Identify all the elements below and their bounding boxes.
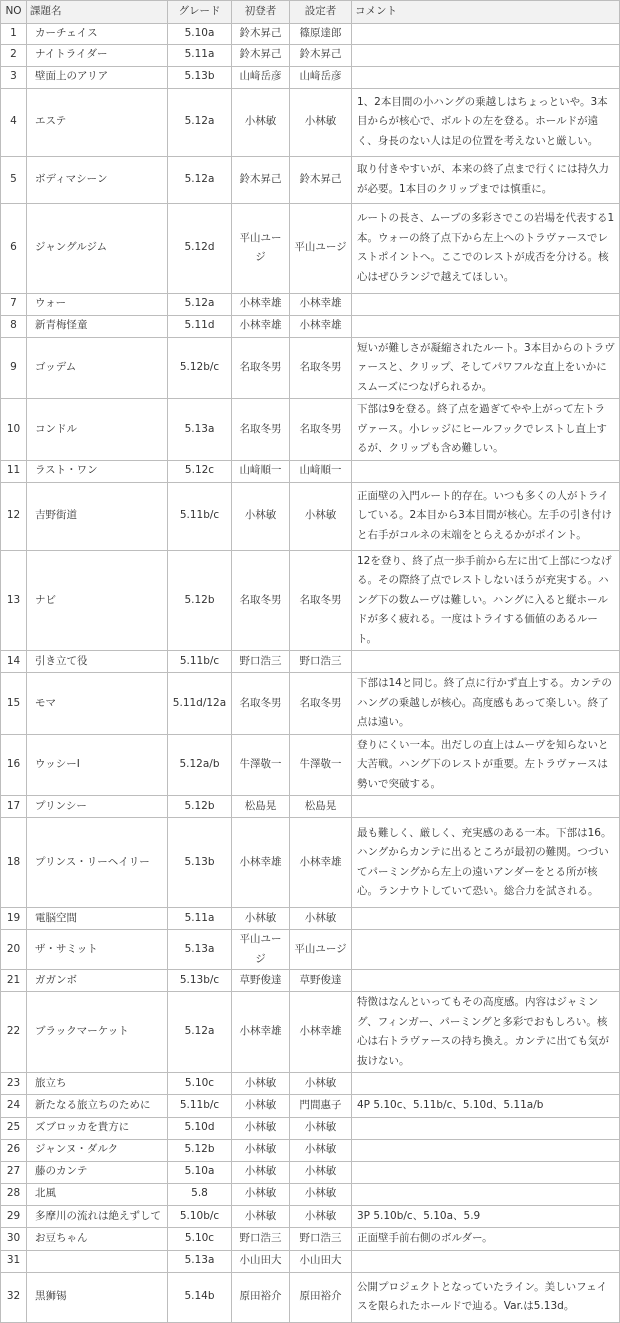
route-grade: 5.11d — [168, 315, 232, 337]
route-first-ascent: 小林敏 — [232, 908, 290, 930]
route-name: 吉野街道 — [27, 482, 168, 550]
route-no: 7 — [1, 293, 27, 315]
route-first-ascent: 小林敏 — [232, 88, 290, 156]
route-grade: 5.12b — [168, 1139, 232, 1161]
route-no: 2 — [1, 44, 27, 66]
header-no: NO — [1, 1, 27, 24]
table-row — [1, 24, 620, 45]
route-comment: 下部は9を登る。終了点を過ぎてやや上がって左トラヴァース。小レッジにヒールフックでレストし直上するが、クリップも含め難しい。 — [352, 399, 620, 461]
route-no: 27 — [1, 1161, 27, 1183]
route-setter: 平山ユージ — [290, 203, 352, 293]
table-row — [1, 156, 620, 203]
route-first-ascent: 牛澤敬一 — [232, 734, 290, 796]
route-comment: 3P 5.10b/c、5.10a、5.9 — [352, 1205, 620, 1228]
route-first-ascent: 野口浩三 — [232, 651, 290, 673]
route-setter: 牛澤敬一 — [290, 734, 352, 796]
route-comment: 下部は14と同じ。終了点に行かず直上する。カンテのハングの乗越しが核心。高度感もあって楽しい。終了点は遠い。 — [352, 673, 620, 735]
route-first-ascent: 山﨑岳彦 — [232, 66, 290, 88]
route-no: 21 — [1, 970, 27, 992]
route-comment: 4P 5.10c、5.11b/c、5.10d、5.11a/b — [352, 1095, 620, 1118]
route-name: 壁面上のアリア — [27, 66, 168, 88]
route-name: ラスト・ワン — [27, 460, 168, 482]
route-setter: 小林敏 — [290, 1161, 352, 1183]
route-first-ascent: 小林敏 — [232, 482, 290, 550]
table-row — [1, 315, 620, 337]
table-row — [1, 1161, 620, 1183]
route-setter: 名取冬男 — [290, 550, 352, 651]
route-grade: 5.11d/12a — [168, 673, 232, 735]
route-comment — [352, 1073, 620, 1095]
route-first-ascent: 草野俊達 — [232, 970, 290, 992]
route-comment — [352, 1161, 620, 1183]
table-row — [1, 1139, 620, 1161]
route-first-ascent: 名取冬男 — [232, 673, 290, 735]
route-comment: ルートの長さ、ムーブの多彩さでこの岩場を代表する1本。ウォーの終了点下から左上へのトラヴァースでレストポイントへ。ここでのレストが成否を分ける。核心はぜひランジで越えてほしい。 — [352, 203, 620, 293]
table-row — [1, 88, 620, 156]
route-no: 12 — [1, 482, 27, 550]
route-comment — [352, 908, 620, 930]
table-row — [1, 550, 620, 651]
route-no: 16 — [1, 734, 27, 796]
route-no: 29 — [1, 1205, 27, 1228]
route-first-ascent: 小林幸雄 — [232, 293, 290, 315]
route-setter: 野口浩三 — [290, 1228, 352, 1251]
table-row — [1, 673, 620, 735]
route-name — [27, 1250, 168, 1272]
route-grade: 5.10c — [168, 1228, 232, 1251]
route-name: 引き立て役 — [27, 651, 168, 673]
route-setter: 小林幸雄 — [290, 315, 352, 337]
route-name: プリンス・リーヘイリー — [27, 818, 168, 908]
route-setter: 小林敏 — [290, 1205, 352, 1228]
route-name: ズブロッカを貴方に — [27, 1117, 168, 1139]
route-name: 旅立ち — [27, 1073, 168, 1095]
route-comment — [352, 1139, 620, 1161]
route-name: 藤のカンテ — [27, 1161, 168, 1183]
table-row — [1, 930, 620, 970]
route-first-ascent: 名取冬男 — [232, 337, 290, 399]
route-no: 19 — [1, 908, 27, 930]
route-first-ascent: 小林敏 — [232, 1117, 290, 1139]
route-grade: 5.11a — [168, 908, 232, 930]
route-setter: 小林敏 — [290, 1183, 352, 1205]
route-name: ウォー — [27, 293, 168, 315]
route-grade: 5.12b — [168, 550, 232, 651]
route-no: 13 — [1, 550, 27, 651]
table-row — [1, 796, 620, 818]
route-setter: 名取冬男 — [290, 399, 352, 461]
header-comment: コメント — [352, 1, 620, 24]
route-comment — [352, 930, 620, 970]
route-grade: 5.12a/b — [168, 734, 232, 796]
route-no: 1 — [1, 24, 27, 45]
route-first-ascent: 小林敏 — [232, 1095, 290, 1118]
route-grade: 5.12d — [168, 203, 232, 293]
route-name: 新青梅怪童 — [27, 315, 168, 337]
route-setter: 小林敏 — [290, 1117, 352, 1139]
route-no: 28 — [1, 1183, 27, 1205]
route-name: ジャンヌ・ダルク — [27, 1139, 168, 1161]
route-first-ascent: 小林幸雄 — [232, 818, 290, 908]
route-name: 新たなる旅立ちのために — [27, 1095, 168, 1118]
route-name: お豆ちゃん — [27, 1228, 168, 1251]
route-first-ascent: 平山ユージ — [232, 930, 290, 970]
route-first-ascent: 名取冬男 — [232, 550, 290, 651]
route-setter: 名取冬男 — [290, 673, 352, 735]
route-comment — [352, 1250, 620, 1272]
route-name: コンドル — [27, 399, 168, 461]
route-comment: 公開プロジェクトとなっていたライン。美しいフェイスを限られたホールドで辿る。Var.は5.13d。 — [352, 1272, 620, 1322]
route-grade: 5.12a — [168, 156, 232, 203]
route-comment: 1、2本目間の小ハングの乗越しはちょっといや。3本目からが核心で、ボルトの左を登る。ホールドが遠く、身長のない人は足の位置を考えないと厳しい。 — [352, 88, 620, 156]
table-row — [1, 293, 620, 315]
route-no: 14 — [1, 651, 27, 673]
route-grade: 5.13a — [168, 930, 232, 970]
route-grade: 5.10d — [168, 1117, 232, 1139]
route-first-ascent: 小林敏 — [232, 1205, 290, 1228]
route-name: ボディマシーン — [27, 156, 168, 203]
route-name: カーチェイス — [27, 24, 168, 45]
route-comment — [352, 460, 620, 482]
route-comment — [352, 1183, 620, 1205]
route-first-ascent: 小林敏 — [232, 1183, 290, 1205]
route-comment: 取り付きやすいが、本来の終了点まで行くには持久力が必要。1本目のクリップまでは慎重に。 — [352, 156, 620, 203]
route-comment — [352, 796, 620, 818]
route-grade: 5.13b/c — [168, 970, 232, 992]
route-comment — [352, 1117, 620, 1139]
route-no: 31 — [1, 1250, 27, 1272]
route-setter: 松島晃 — [290, 796, 352, 818]
route-grade: 5.10a — [168, 1161, 232, 1183]
route-name: ガガンボ — [27, 970, 168, 992]
route-name: モマ — [27, 673, 168, 735]
route-setter: 小林敏 — [290, 88, 352, 156]
table-row — [1, 818, 620, 908]
route-setter: 小山田大 — [290, 1250, 352, 1272]
route-grade: 5.13a — [168, 399, 232, 461]
table-row — [1, 1183, 620, 1205]
route-first-ascent: 平山ユージ — [232, 203, 290, 293]
route-grade: 5.13b — [168, 818, 232, 908]
route-first-ascent: 小林幸雄 — [232, 315, 290, 337]
route-grade: 5.14b — [168, 1272, 232, 1322]
route-name: 電脳空間 — [27, 908, 168, 930]
route-name: ナビ — [27, 550, 168, 651]
route-first-ascent: 原田裕介 — [232, 1272, 290, 1322]
route-first-ascent: 小林敏 — [232, 1073, 290, 1095]
route-no: 18 — [1, 818, 27, 908]
route-first-ascent: 松島晃 — [232, 796, 290, 818]
route-no: 11 — [1, 460, 27, 482]
route-grade: 5.12c — [168, 460, 232, 482]
route-setter: 山﨑順一 — [290, 460, 352, 482]
route-grade: 5.11b/c — [168, 482, 232, 550]
route-setter: 野口浩三 — [290, 651, 352, 673]
route-comment: 12を登り、終了点一歩手前から左に出て上部につなげる。その際終了点でレストしないほうが充実する。ハング下の数ムーヴは難しい。ハングに入ると縦ホールドが多く疲れる。一度はトライする価値のあるルート。 — [352, 550, 620, 651]
route-grade: 5.11b/c — [168, 651, 232, 673]
route-name: 黒狮锡 — [27, 1272, 168, 1322]
route-no: 10 — [1, 399, 27, 461]
table-row — [1, 1205, 620, 1228]
table-row — [1, 992, 620, 1073]
route-setter: 小林敏 — [290, 1139, 352, 1161]
route-no: 9 — [1, 337, 27, 399]
route-comment: 特徴はなんといってもその高度感。内容はジャミング、フィンガー、パーミングと多彩でおもしろい。核心は右トラヴァースの持ち換え。カンテに出ても気が抜けない。 — [352, 992, 620, 1073]
route-name: 北風 — [27, 1183, 168, 1205]
table-row — [1, 44, 620, 66]
route-no: 5 — [1, 156, 27, 203]
route-first-ascent: 小林敏 — [232, 1161, 290, 1183]
route-name: ブラックマーケット — [27, 992, 168, 1073]
route-setter: 平山ユージ — [290, 930, 352, 970]
table-row — [1, 970, 620, 992]
route-comment: 正面壁手前右側のボルダー。 — [352, 1228, 620, 1251]
table-row — [1, 460, 620, 482]
route-grade: 5.12a — [168, 293, 232, 315]
route-name: ナイトライダー — [27, 44, 168, 66]
route-comment: 短いが難しさが凝縮されたルート。3本目からのトラヴァースと、クリップ、そしてパワフルな直上をいかにスムーズにつなげられるか。 — [352, 337, 620, 399]
route-no: 32 — [1, 1272, 27, 1322]
route-first-ascent: 野口浩三 — [232, 1228, 290, 1251]
route-first-ascent: 鈴木昇己 — [232, 156, 290, 203]
route-setter: 小林敏 — [290, 1073, 352, 1095]
table-row — [1, 399, 620, 461]
route-no: 4 — [1, 88, 27, 156]
route-setter: 篠原達郎 — [290, 24, 352, 45]
table-row — [1, 734, 620, 796]
route-name: ジャングルジム — [27, 203, 168, 293]
route-grade: 5.11a — [168, 44, 232, 66]
route-setter: 小林幸雄 — [290, 293, 352, 315]
header-setter: 設定者 — [290, 1, 352, 24]
route-setter: 門間惠子 — [290, 1095, 352, 1118]
table-row — [1, 1073, 620, 1095]
route-first-ascent: 鈴木昇己 — [232, 44, 290, 66]
route-comment — [352, 651, 620, 673]
route-no: 6 — [1, 203, 27, 293]
route-grade: 5.12a — [168, 992, 232, 1073]
route-first-ascent: 小林幸雄 — [232, 992, 290, 1073]
header-first-ascent: 初登者 — [232, 1, 290, 24]
route-no: 8 — [1, 315, 27, 337]
route-first-ascent: 山﨑順一 — [232, 460, 290, 482]
route-comment: 正面壁の入門ルート的存在。いつも多くの人がトライしている。2本目から3本目間が核心。左手の引き付けと右手がコルネの末端をとらえるかがポイント。 — [352, 482, 620, 550]
route-no: 20 — [1, 930, 27, 970]
route-setter: 小林幸雄 — [290, 818, 352, 908]
route-comment: 登りにくい一本。出だしの直上はムーヴを知らないと大苦戦。ハング下のレストが重要。左トラヴァースは勢いで突破する。 — [352, 734, 620, 796]
route-grade: 5.12b/c — [168, 337, 232, 399]
table-row — [1, 1250, 620, 1272]
route-comment — [352, 970, 620, 992]
route-setter: 鈴木昇己 — [290, 44, 352, 66]
route-name: プリンシー — [27, 796, 168, 818]
route-comment — [352, 44, 620, 66]
route-no: 3 — [1, 66, 27, 88]
route-comment — [352, 315, 620, 337]
route-grade: 5.12b — [168, 796, 232, 818]
route-no: 24 — [1, 1095, 27, 1118]
route-setter: 小林幸雄 — [290, 992, 352, 1073]
table-row — [1, 66, 620, 88]
route-comment — [352, 293, 620, 315]
route-no: 22 — [1, 992, 27, 1073]
header-name: 課題名 — [27, 1, 168, 24]
route-setter: 草野俊達 — [290, 970, 352, 992]
route-grade: 5.10b/c — [168, 1205, 232, 1228]
table-row — [1, 1095, 620, 1118]
route-no: 26 — [1, 1139, 27, 1161]
route-first-ascent: 小林敏 — [232, 1139, 290, 1161]
table-row — [1, 203, 620, 293]
table-row — [1, 908, 620, 930]
route-grade: 5.8 — [168, 1183, 232, 1205]
route-grade: 5.10c — [168, 1073, 232, 1095]
table-row — [1, 651, 620, 673]
route-setter: 名取冬男 — [290, 337, 352, 399]
route-setter: 小林敏 — [290, 908, 352, 930]
route-setter: 鈴木昇己 — [290, 156, 352, 203]
route-setter: 山﨑岳彦 — [290, 66, 352, 88]
header-grade: グレード — [168, 1, 232, 24]
route-setter: 原田裕介 — [290, 1272, 352, 1322]
header-row — [1, 1, 620, 24]
route-first-ascent: 小山田大 — [232, 1250, 290, 1272]
route-first-ascent: 名取冬男 — [232, 399, 290, 461]
route-grade: 5.10a — [168, 24, 232, 45]
route-grade: 5.13a — [168, 1250, 232, 1272]
route-comment: 最も難しく、厳しく、充実感のある一本。下部は16。ハングからカンテに出るところが最初の難関。つづいてパーミングから左上の遠いアンダーをとる所が核心。ランナウトしていて恐い。総合力を試される。 — [352, 818, 620, 908]
route-no: 25 — [1, 1117, 27, 1139]
route-name: ウッシーI — [27, 734, 168, 796]
route-name: エステ — [27, 88, 168, 156]
route-name: 多摩川の流れは絶えずして — [27, 1205, 168, 1228]
route-comment — [352, 24, 620, 45]
table-row — [1, 482, 620, 550]
route-no: 17 — [1, 796, 27, 818]
route-grade: 5.11b/c — [168, 1095, 232, 1118]
route-grade: 5.13b — [168, 66, 232, 88]
route-name: ゴッデム — [27, 337, 168, 399]
table-row — [1, 337, 620, 399]
route-no: 15 — [1, 673, 27, 735]
route-first-ascent: 鈴木昇己 — [232, 24, 290, 45]
table-row — [1, 1272, 620, 1322]
route-grade: 5.12a — [168, 88, 232, 156]
route-name: ザ・サミット — [27, 930, 168, 970]
route-rows — [1, 24, 620, 1323]
route-comment — [352, 66, 620, 88]
table-row — [1, 1117, 620, 1139]
route-no: 30 — [1, 1228, 27, 1251]
route-setter: 小林敏 — [290, 482, 352, 550]
route-no: 23 — [1, 1073, 27, 1095]
table-row — [1, 1228, 620, 1251]
